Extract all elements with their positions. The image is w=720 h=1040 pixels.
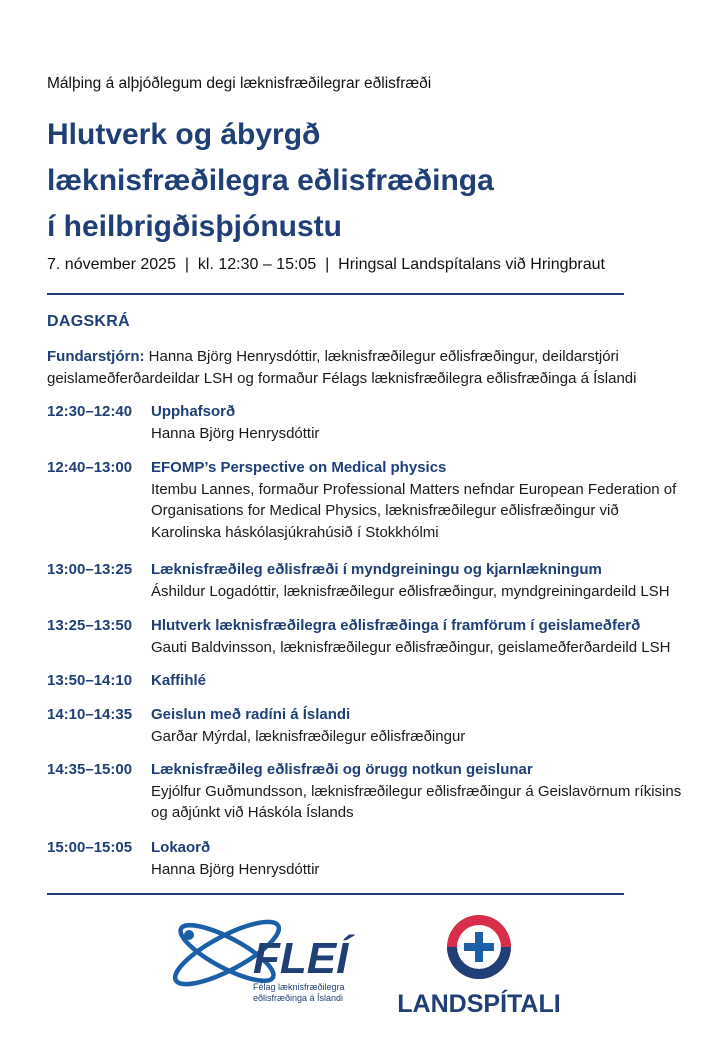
event-title bbox=[47, 112, 494, 250]
chair-line bbox=[47, 346, 687, 389]
agenda-title: Geislun með radíni á Íslandi bbox=[151, 706, 351, 723]
agenda-title: Læknisfræðileg eðlisfræði í myndgreiningu og kjarnlækningum bbox=[151, 561, 602, 578]
flei-caption-2: eðlisfræðinga á Íslandi bbox=[253, 993, 344, 1003]
agenda-time: 12:30–12:40 bbox=[47, 403, 133, 420]
agenda-time: 14:10–14:35 bbox=[47, 706, 133, 723]
agenda-title: Læknisfræðileg eðlisfræði og örugg notkun geislunar bbox=[151, 761, 533, 778]
agenda-time: 15:00–15:05 bbox=[47, 839, 133, 856]
agenda-speaker: Eyjólfur Guðmundsson, læknisfræðilegur eðlisfræðingur á Geislavörnum ríkisins og aðjúnkt við Háskóla Íslands bbox=[151, 782, 682, 821]
agenda-title: Lokaorð bbox=[151, 839, 211, 856]
agenda-speaker: Hanna Björg Henrysdóttir bbox=[151, 860, 320, 878]
landspitali-logo bbox=[377, 905, 577, 1025]
flei-caption-1: Félag læknisfræðilegra bbox=[253, 982, 345, 992]
title-line-2: læknisfræðilegra eðlisfræðinga bbox=[47, 164, 494, 197]
logo-row bbox=[47, 905, 687, 1025]
agenda-time: 12:40–13:00 bbox=[47, 459, 133, 476]
event-subtitle: Málþing á alþjóðlegum degi læknisfræðilegrar eðlisfræði bbox=[47, 75, 432, 92]
agenda-time: 14:35–15:00 bbox=[47, 761, 133, 778]
agenda-title: Hlutverk læknisfræðilegra eðlisfræðinga í framförum í geislameðferð bbox=[151, 617, 641, 634]
flei-name: FLEÍ bbox=[253, 934, 349, 983]
title-line-1: Hlutverk og ábyrgð bbox=[47, 118, 321, 151]
agenda-time: 13:00–13:25 bbox=[47, 561, 133, 578]
agenda-heading: DAGSKRÁ bbox=[47, 313, 130, 330]
agenda-time: 13:25–13:50 bbox=[47, 617, 133, 634]
chair-label: Fundarstjórn: bbox=[47, 348, 145, 365]
agenda-speaker: Hanna Björg Henrysdóttir bbox=[151, 424, 320, 442]
agenda-speaker: Itembu Lannes, formaður Professional Matters nefndar European Federation of Organisations for Medical Physics, læknisfræðilegur eðlisfræðingur við Karolinska háskólasjúkrahúsið í Stokkhólmi bbox=[151, 480, 677, 541]
bottom-divider bbox=[47, 893, 624, 895]
agenda-time: 13:50–14:10 bbox=[47, 672, 133, 689]
top-divider bbox=[47, 293, 624, 295]
particle-icon bbox=[184, 930, 194, 940]
agenda-speaker: Áshildur Logadóttir, læknisfræðilegur eðlisfræðingur, myndgreiningardeild LSH bbox=[151, 582, 670, 600]
agenda-speaker: Gauti Baldvinsson, læknisfræðilegur eðlisfræðingur, geislameðferðardeild LSH bbox=[151, 638, 671, 656]
agenda-title: Kaffihlé bbox=[151, 672, 207, 689]
landspitali-cross-icon bbox=[447, 915, 511, 979]
landspitali-name: LANDSPÍTALI bbox=[397, 990, 561, 1018]
chair-text: Hanna Björg Henrysdóttir, læknisfræðilegur eðlisfræðingur, deildarstjóri geislameðferðardeildar LSH og formaður Félags læknisfræðilegra eðlisfræðinga á Íslandi bbox=[47, 348, 637, 387]
event-date-location: 7. nóvember 2025 | kl. 12:30 – 15:05 | Hringsal Landspítalans við Hringbraut bbox=[47, 256, 605, 273]
agenda-title: Upphafsorð bbox=[151, 403, 236, 420]
agenda-title: EFOMP’s Perspective on Medical physics bbox=[151, 459, 447, 476]
agenda-speaker: Garðar Mýrdal, læknisfræðilegur eðlisfræðingur bbox=[151, 727, 466, 745]
title-line-3: í heilbrigðisþjónustu bbox=[47, 210, 342, 243]
